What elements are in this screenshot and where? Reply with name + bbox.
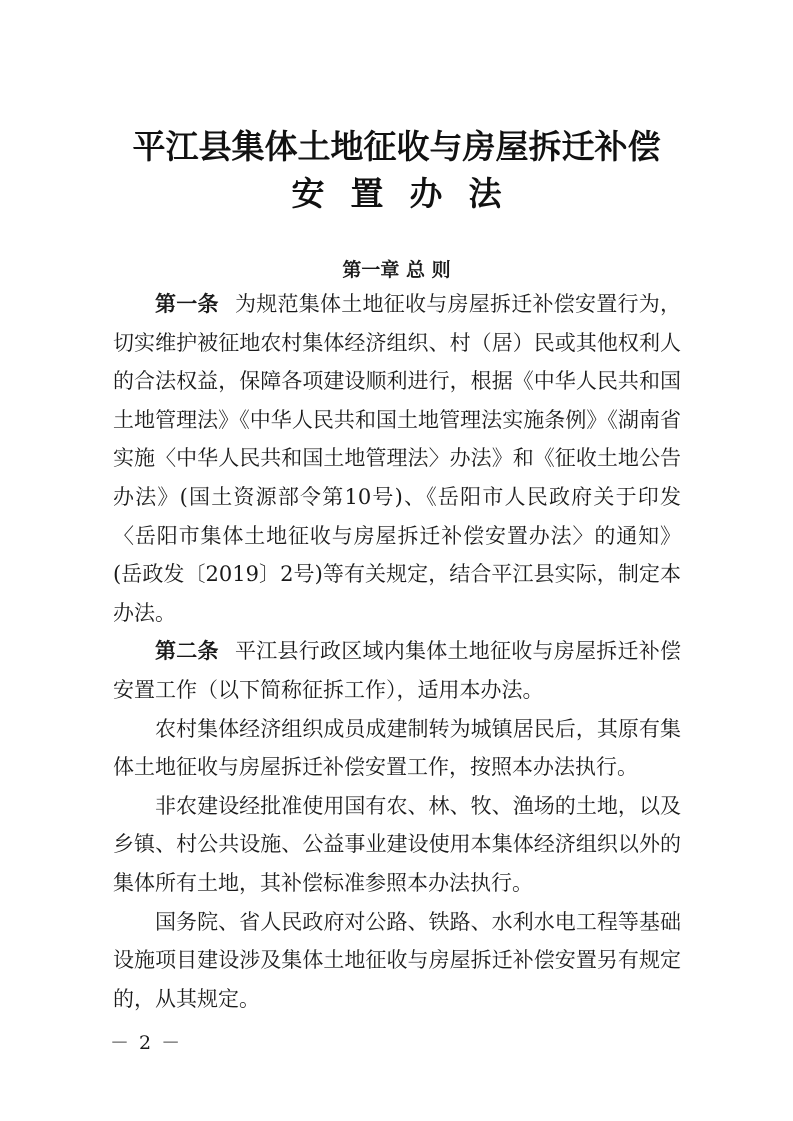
paragraph-1: 农村集体经济组织成员成建制转为城镇居民后，其原有集体土地征收与房屋拆迁补偿安置工作，按照本办法执行。: [113, 716, 681, 780]
article-1: [113, 285, 681, 632]
page-number: － 2 －: [110, 1032, 183, 1054]
paragraph-2: 非农建设经批准使用国有农、林、牧、渔场的土地，以及乡镇、村公共设施、公益事业建设使用本集体经济组织以外的集体所有土地，其补偿标准参照本办法执行。: [113, 793, 681, 895]
document-body: [113, 285, 681, 1018]
article-2-label: 第二条: [155, 638, 219, 664]
paragraph-3: 国务院、省人民政府对公路、铁路、水利水电工程等基础设施项目建设涉及集体土地征收与房屋拆迁补偿安置另有规定的，从其规定。: [113, 909, 681, 1011]
document-title-line2: 安置办法: [291, 174, 528, 213]
article-2-text: 平江县行政区域内集体土地征收与房屋拆迁补偿安置工作（以下简称征拆工作），适用本办法。: [113, 639, 681, 702]
article-2: [113, 632, 681, 709]
article-1-label: 第一条: [155, 291, 219, 316]
article-1-text: 为规范集体土地征收与房屋拆迁补偿安置行为，切实维护被征地农村集体经济组织、村（居）民或其他权利人的合法权益，保障各项建设顺利进行，根据《中华人民共和国土地管理法》《中华人民共和国土地管理法实施条例》《湖南省实施〈中华人民共和国土地管理法〉办法》和《征收土地公告办法》(国土资源部令第10号)、《岳阳市人民政府关于印发〈岳阳市集体土地征收与房屋拆迁补偿安置办法〉的通知》(岳政发〔2019〕2号)等有关规定，结合平江县实际，制定本办法。: [113, 292, 681, 625]
chapter-heading: 第一章 总 则: [342, 259, 451, 281]
document-title-line1: 平江县集体土地征收与房屋拆迁补偿: [132, 127, 661, 166]
